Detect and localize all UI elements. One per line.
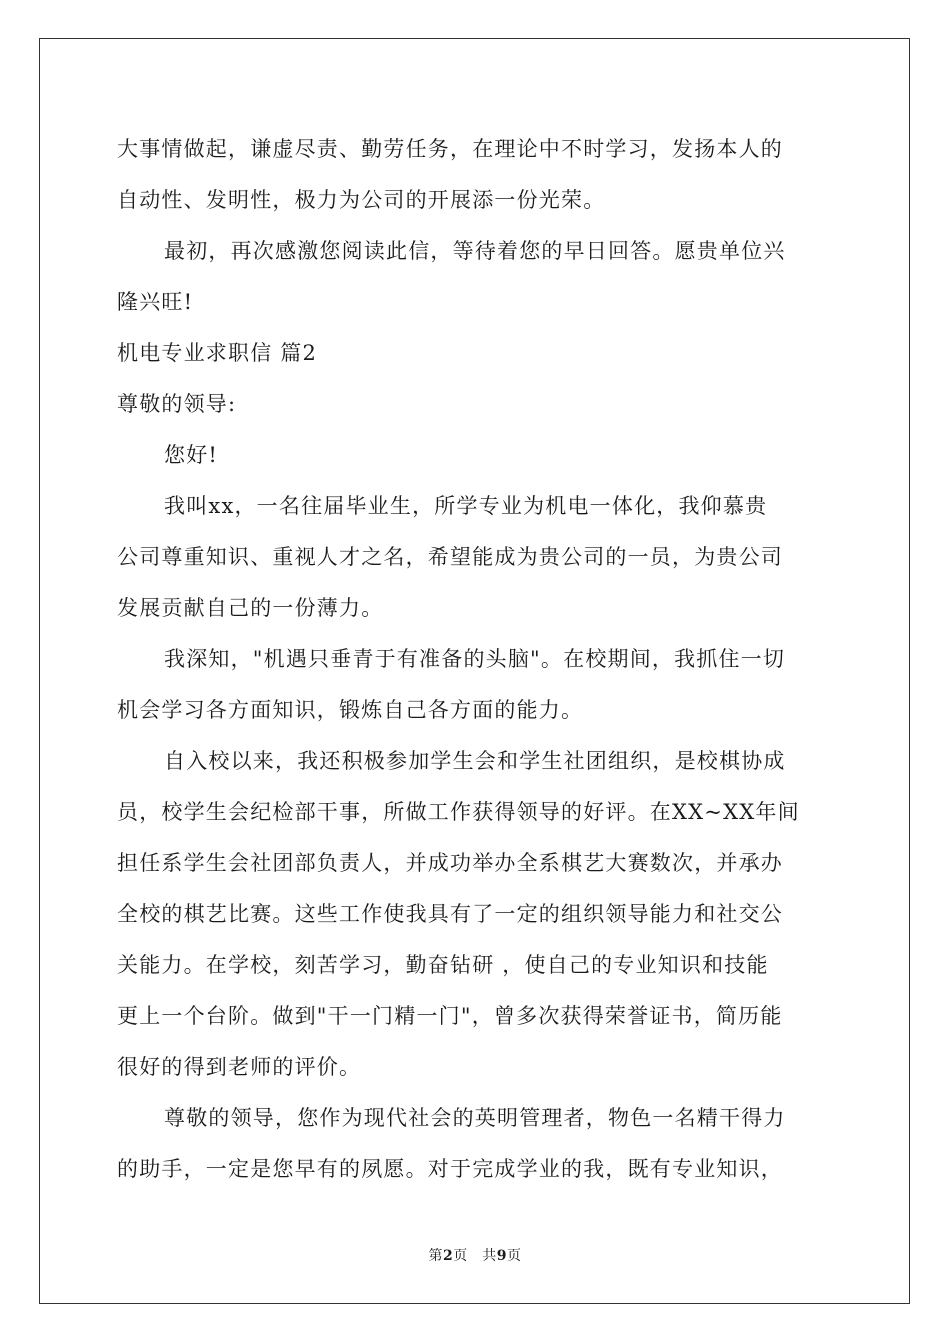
- paragraph-line: 隆兴旺!: [117, 290, 194, 314]
- paragraph-line: 公司尊重知识、重视人才之名，希望能成为贵公司的一员，为贵公司: [117, 545, 783, 569]
- paragraph-line: 自入校以来，我还积极参加学生会和学生社团组织，是校棋协成: [164, 749, 786, 773]
- paragraph-line: 尊敬的领导，您作为现代社会的英明管理者，物色一名精干得力: [164, 1106, 786, 1130]
- document-body: [117, 128, 837, 1199]
- paragraph-line: 关能力。在学校，刻苦学习，勤奋钻研 ，使自己的专业知识和技能: [117, 953, 769, 977]
- paragraph-line: 我深知，"机遇只垂青于有准备的头脑"。在校期间，我抓住一切: [164, 647, 786, 671]
- paragraph-line: 机会学习各方面知识，锻炼自己各方面的能力。: [117, 698, 584, 722]
- salutation: 尊敬的领导:: [117, 392, 237, 416]
- page-suffix: 页: [507, 1248, 522, 1264]
- paragraph-line: 更上一个台阶。做到"干一门精一门"，曾多次获得荣誉证书，简历能: [117, 1004, 783, 1028]
- page-number-footer: [0, 1245, 950, 1265]
- paragraph-line: 的助手，一定是您早有的夙愿。对于完成学业的我，既有专业知识，: [117, 1157, 783, 1181]
- total-page-number: 9: [496, 1248, 507, 1264]
- greeting: 您好!: [164, 443, 219, 467]
- section-heading: 机电专业求职信 篇2: [117, 341, 318, 365]
- paragraph-line: 全校的棋艺比赛。这些工作使我具有了一定的组织领导能力和社交公: [117, 902, 783, 926]
- page-mid: 页 共: [453, 1248, 497, 1264]
- paragraph-line: 自动性、发明性，极力为公司的开展添一份光荣。: [117, 188, 606, 212]
- paragraph-line: 大事情做起，谦虚尽责、勤劳任务，在理论中不时学习，发扬本人的: [117, 137, 783, 161]
- paragraph-line: 我叫xx，一名往届毕业生，所学专业为机电一体化，我仰慕贵: [164, 494, 768, 518]
- paragraph-line: 担任系学生会社团部负责人，并成功举办全系棋艺大赛数次，并承办: [117, 851, 783, 875]
- page-prefix: 第: [428, 1248, 443, 1264]
- current-page-number: 2: [443, 1248, 454, 1264]
- paragraph-line: 发展贡献自己的一份薄力。: [117, 596, 384, 620]
- paragraph-line: 员，校学生会纪检部干事，所做工作获得领导的好评。在XX~XX年间: [117, 800, 800, 824]
- paragraph-line: 很好的得到老师的评价。: [117, 1055, 362, 1079]
- paragraph-line: 最初，再次感激您阅读此信，等待着您的早日回答。愿贵单位兴: [164, 239, 786, 263]
